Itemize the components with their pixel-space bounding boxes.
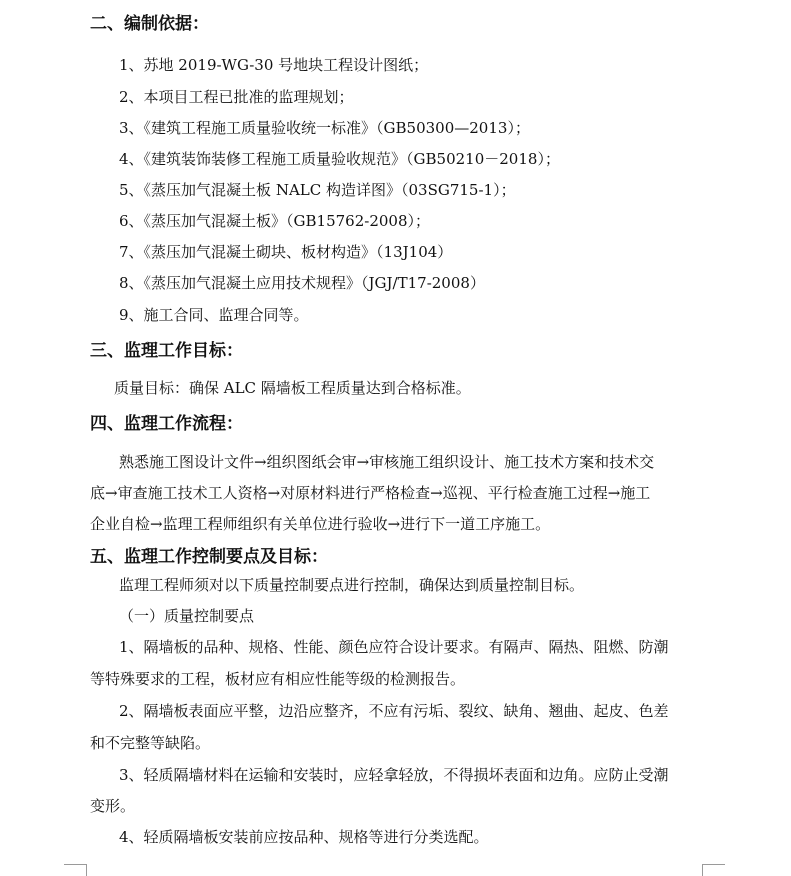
workflow-line: 企业自检→监理工程师组织有关单位进行验收→进行下一道工序施工。 [90,515,551,533]
list-item: 7、《蒸压加气混凝土砌块、板材构造》（13J104） [119,243,453,261]
control-intro: 监理工程师须对以下质量控制要点进行控制，确保达到质量控制目标。 [119,576,585,594]
sub-heading-quality-points: （一）质量控制要点 [119,607,255,625]
workflow-line: 熟悉施工图设计文件→组织图纸会审→审核施工组织设计、施工技术方案和技术交 [119,453,655,471]
quality-goal-text: 质量目标：确保 ALC 隔墙板工程质量达到合格标准。 [114,379,471,397]
list-item: 5、《蒸压加气混凝土板 NALC 构造详图》（03SG715-1）； [119,181,516,199]
section-heading-basis: 二、编制依据： [90,14,209,34]
section-heading-workflow: 四、监理工作流程： [90,414,243,434]
paragraph-line: 等特殊要求的工程，板材应有相应性能等级的检测报告。 [90,670,466,688]
paragraph-line: 2、隔墙板表面应平整，边沿应整齐，不应有污垢、裂纹、缺角、翘曲、起皮、色差 [119,702,669,720]
workflow-line: 底→审查施工技术工人资格→对原材料进行严格检查→巡视、平行检查施工过程→施工 [90,484,651,502]
paragraph-line: 4、轻质隔墙板安装前应按品种、规格等进行分类选配。 [119,828,489,846]
page-corner-mark-left [64,864,87,876]
page-corner-mark-right [702,864,725,876]
paragraph-line: 1、隔墙板的品种、规格、性能、颜色应符合设计要求。有隔声、隔热、阻燃、防潮 [119,638,669,656]
list-item: 6、《蒸压加气混凝土板》（GB15762-2008）； [119,212,431,230]
section-heading-control: 五、监理工作控制要点及目标： [90,547,328,567]
paragraph-line: 和不完整等缺陷。 [90,734,211,752]
list-item: 9、施工合同、监理合同等。 [119,306,309,324]
list-item: 1、苏地 2019-WG-30 号地块工程设计图纸； [119,56,429,74]
paragraph-line: 变形。 [90,797,136,815]
list-item: 2、本项目工程已批准的监理规划； [119,88,354,106]
paragraph-line: 3、轻质隔墙材料在运输和安装时，应轻拿轻放，不得损坏表面和边角。应防止受潮 [119,766,669,784]
list-item: 8、《蒸压加气混凝土应用技术规程》（JGJ/T17-2008） [119,274,485,292]
list-item: 4、《建筑装饰装修工程施工质量验收规范》（GB50210－2018）； [119,150,560,168]
list-item: 3、《建筑工程施工质量验收统一标准》（GB50300—2013）； [119,119,530,137]
section-heading-goals: 三、监理工作目标： [90,341,243,361]
